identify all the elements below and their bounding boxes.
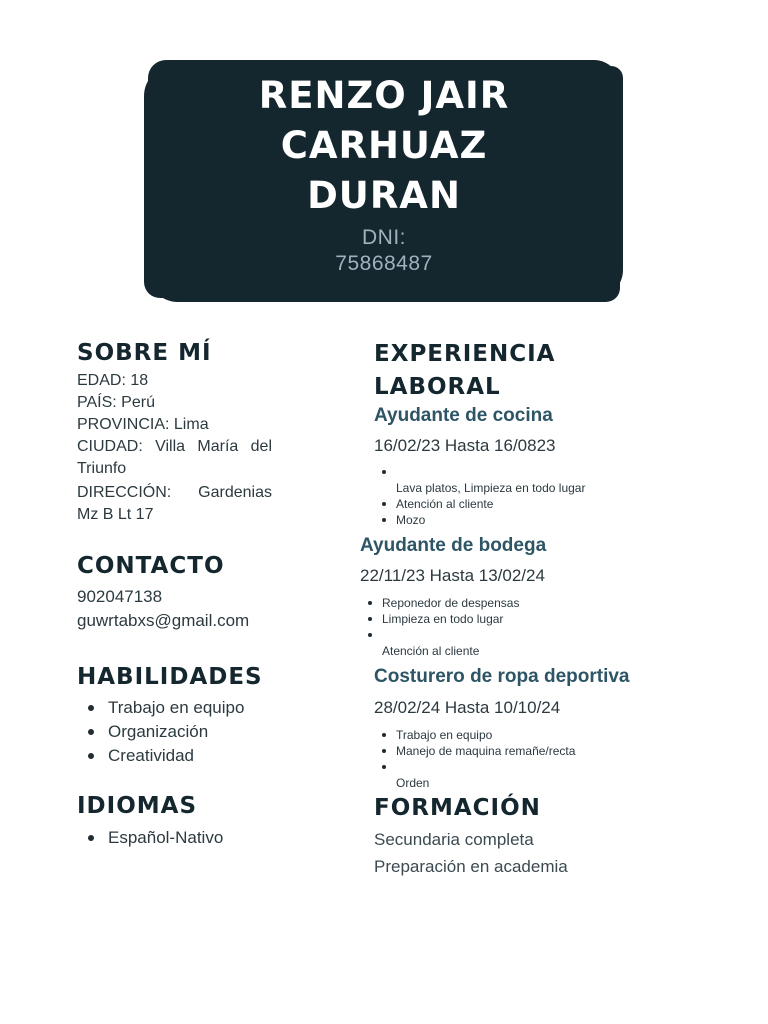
list-item: Organización — [77, 720, 244, 744]
experience-title-line-2: LABORAL — [374, 374, 501, 400]
contact-phone: 902047138 — [77, 587, 163, 606]
list-item: Reponedor de despensas — [360, 595, 519, 611]
list-item: Lava platos, Limpieza en todo lugar — [374, 480, 585, 496]
job-2-date: 22/11/23 Hasta 13/02/24 — [360, 566, 545, 585]
about-age: EDAD: 18 — [77, 372, 149, 389]
name-line-3: DURAN — [307, 174, 461, 217]
list-item: Manejo de maquina remañe/recta — [374, 743, 575, 759]
job-1-tasks — [374, 464, 585, 528]
languages-title: IDIOMAS — [77, 793, 198, 819]
list-item: Orden — [374, 775, 575, 791]
education-title: FORMACIÓN — [374, 795, 541, 821]
list-item: Atención al cliente — [374, 496, 585, 512]
job-2-tasks — [360, 595, 519, 659]
about-country: PAÍS: Perú — [77, 394, 155, 411]
list-item: Creatividad — [77, 744, 244, 768]
name-line-2: CARHUAZ — [280, 124, 488, 167]
list-item: Atención al cliente — [360, 643, 519, 659]
about-address: DIRECCIÓN: Gardenias Mz B Lt 17 — [77, 484, 272, 523]
job-1-title: Ayudante de cocina — [374, 405, 553, 426]
about-province: PROVINCIA: Lima — [77, 416, 209, 433]
skills-list — [77, 696, 244, 768]
experience-title-line-1: EXPERIENCIA — [374, 341, 556, 367]
languages-list — [77, 826, 223, 850]
about-title: SOBRE MÍ — [77, 340, 212, 366]
about-city: CIUDAD: Villa María del Triunfo — [77, 438, 272, 477]
name-banner — [148, 60, 620, 302]
job-3-title: Costurero de ropa deportiva — [374, 666, 630, 687]
contact-title: CONTACTO — [77, 553, 225, 579]
job-2-title: Ayudante de bodega — [360, 535, 547, 556]
education-item: Secundaria completa — [374, 830, 534, 849]
education-item: Preparación en academia — [374, 857, 568, 876]
job-3-date: 28/02/24 Hasta 10/10/24 — [374, 698, 561, 717]
list-item: Trabajo en equipo — [374, 727, 575, 743]
skills-title: HABILIDADES — [77, 664, 263, 690]
job-3-tasks — [374, 727, 575, 791]
dni-label: DNI: — [362, 226, 406, 249]
list-item: Español-Nativo — [77, 826, 223, 850]
dni-value: 75868487 — [335, 252, 433, 275]
list-item: Trabajo en equipo — [77, 696, 244, 720]
contact-email: guwrtabxs@gmail.com — [77, 611, 250, 630]
job-1-date: 16/02/23 Hasta 16/0823 — [374, 436, 556, 455]
list-item: Limpieza en todo lugar — [360, 611, 519, 627]
name-line-1: RENZO JAIR — [258, 74, 510, 117]
list-item: Mozo — [374, 512, 585, 528]
